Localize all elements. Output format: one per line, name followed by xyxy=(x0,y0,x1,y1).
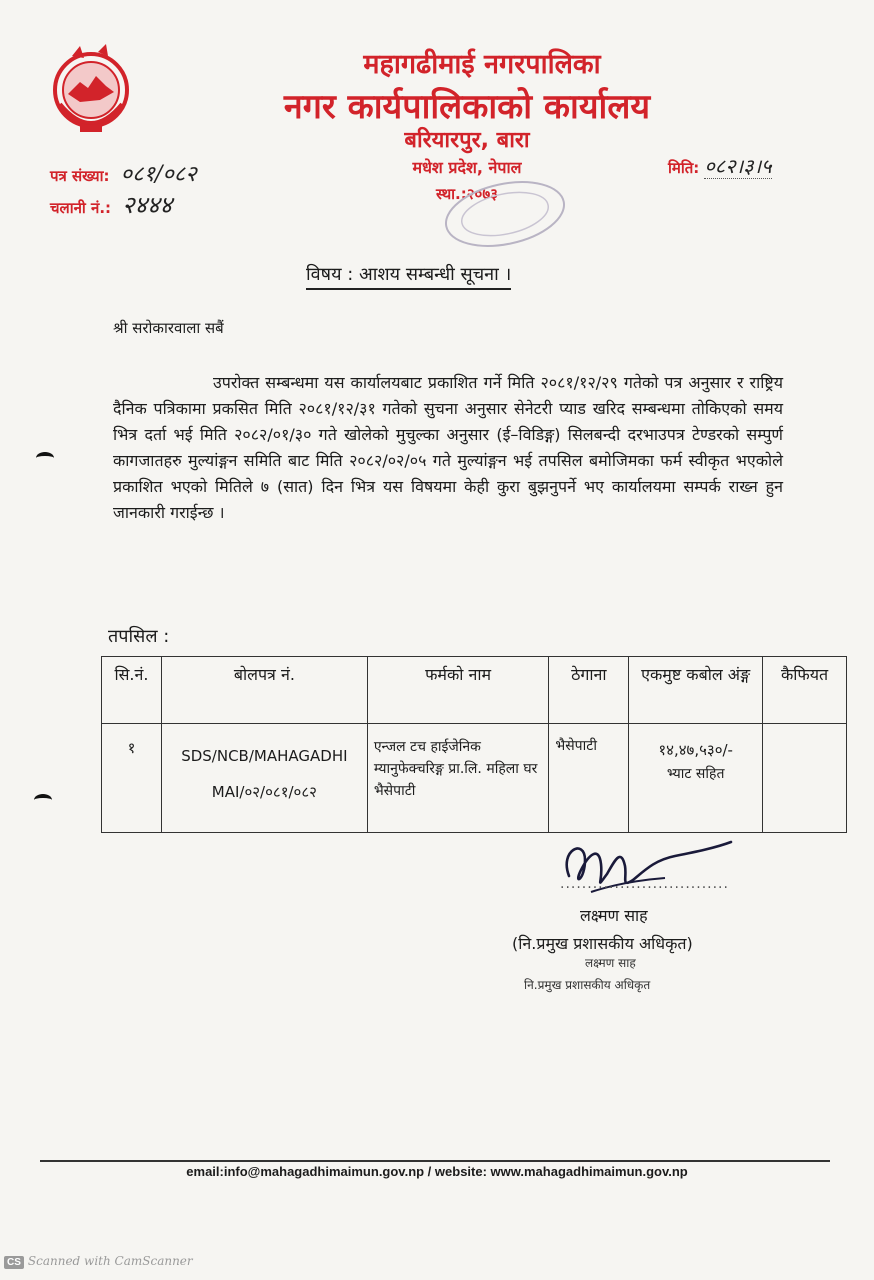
date-label: मिति: xyxy=(668,159,700,177)
col-header-amount: एकमुष्ट कबोल अंङ्ग xyxy=(629,657,763,724)
office-name: नगर कार्यपालिकाको कार्यालय xyxy=(283,87,651,127)
office-location: बरियारपुर, बारा xyxy=(404,128,530,153)
scanner-watermark xyxy=(4,1254,193,1269)
addressee: श्री सरोकारवाला सबैं xyxy=(113,319,224,337)
punch-mark-icon xyxy=(36,452,54,464)
subject-line: विषय : आशय सम्बन्धी सूचना । xyxy=(306,262,511,290)
signatory-title: (नि.प्रमुख प्रशासकीय अधिकृत) xyxy=(512,934,693,953)
bid-no-line1: SDS/NCB/MAHAGADHI xyxy=(181,747,348,765)
cell-firm-name: एन्जल टच हाईजेनिक म्यानुफेक्चरिङ्ग प्रा.लि. महिला घर भैसेपाटी xyxy=(367,724,549,833)
signature-line: ............................... xyxy=(560,876,729,892)
established-line: स्था.:२०७३ xyxy=(436,185,498,203)
dispatch-number-label: चलानी नं.: xyxy=(50,199,112,217)
office-stamp-icon xyxy=(440,176,570,256)
cell-address: भैसेपाटी xyxy=(549,724,629,833)
bid-table xyxy=(101,656,847,833)
punch-mark-icon xyxy=(34,794,52,806)
province-line: मधेश प्रदेश, नेपाल xyxy=(412,158,522,177)
camscanner-logo-icon: CS xyxy=(4,1256,24,1269)
cell-bid-no xyxy=(161,724,367,833)
footer-contact: email:info@mahagadhimaimun.gov.np / website: www.mahagadhimaimun.gov.np xyxy=(186,1164,688,1179)
signatory-name: लक्ष्मण साह xyxy=(580,906,648,925)
date-value: ०८२।३।५ xyxy=(704,154,772,178)
table-row xyxy=(102,724,847,833)
col-header-bid-no: बोलपत्र नं. xyxy=(161,657,367,724)
dispatch-number-value: २४४४ xyxy=(122,191,173,219)
col-header-remarks: कैफियत xyxy=(763,657,847,724)
amount-value: १४,४७,५३०/- xyxy=(658,741,733,759)
col-header-address: ठेगाना xyxy=(549,657,629,724)
letter-number-value: ०८१/०८२ xyxy=(120,162,197,187)
table-header-row xyxy=(102,657,847,724)
stamp-title: नि.प्रमुख प्रशासकीय अधिकृत xyxy=(524,978,651,992)
date xyxy=(668,152,772,179)
cell-sn: १ xyxy=(102,724,162,833)
col-header-sn: सि.नं. xyxy=(102,657,162,724)
cell-amount xyxy=(629,724,763,833)
scanner-text: Scanned with CamScanner xyxy=(27,1254,193,1268)
table-heading: तपसिल : xyxy=(108,626,170,647)
dispatch-number xyxy=(50,188,172,221)
letter-number xyxy=(50,158,197,188)
footer-divider xyxy=(40,1160,830,1162)
stamp-name: लक्ष्मण साह xyxy=(585,956,636,970)
bid-no-line2: MAI/०२/०८१/०८२ xyxy=(211,783,317,801)
letter-number-label: पत्र संख्या: xyxy=(50,167,110,185)
notice-body: उपरोक्त सम्बन्धमा यस कार्यालयबाट प्रकाशित गर्ने मिति २०८१/१२/२९ गतेको पत्र अनुसार र राष्ट्रिय दैनिक पत्रिकामा प्रकसित मिति २०८१/१२/३१ गतेको सुचना अनुसार सेनेटरी प्याड खरिद सम्बन्धमा तोकिएको समय भित्र दर्ता भई मिति २०८२/०१/३० गते खोलेको मुचुल्का अनुसार (ई–विडिङ्ग) सिलबन्दी दरभाउपत्र टेण्डरको सम्पुर्ण कागजातहरु मुल्यांङ्गन समिति बाट मिति २०८२/०२/०५ गते मुल्यांङ्गन भई तपसिल बमोजिमका फर्म स्वीकृत भएकोले प्रकाशित भएको मितिले ७ (सात) दिन भित्र यस विषयमा केही कुरा बुझनुपर्ने भए कार्यालयमा सम्पर्क राख्न हुन जानकारी गराईन्छ । xyxy=(113,373,783,522)
amount-note: भ्याट सहित xyxy=(666,766,725,782)
municipality-name: महागढीमाई नगरपालिका xyxy=(363,49,601,80)
col-header-firm-name: फर्मको नाम xyxy=(367,657,549,724)
cell-remarks xyxy=(763,724,847,833)
